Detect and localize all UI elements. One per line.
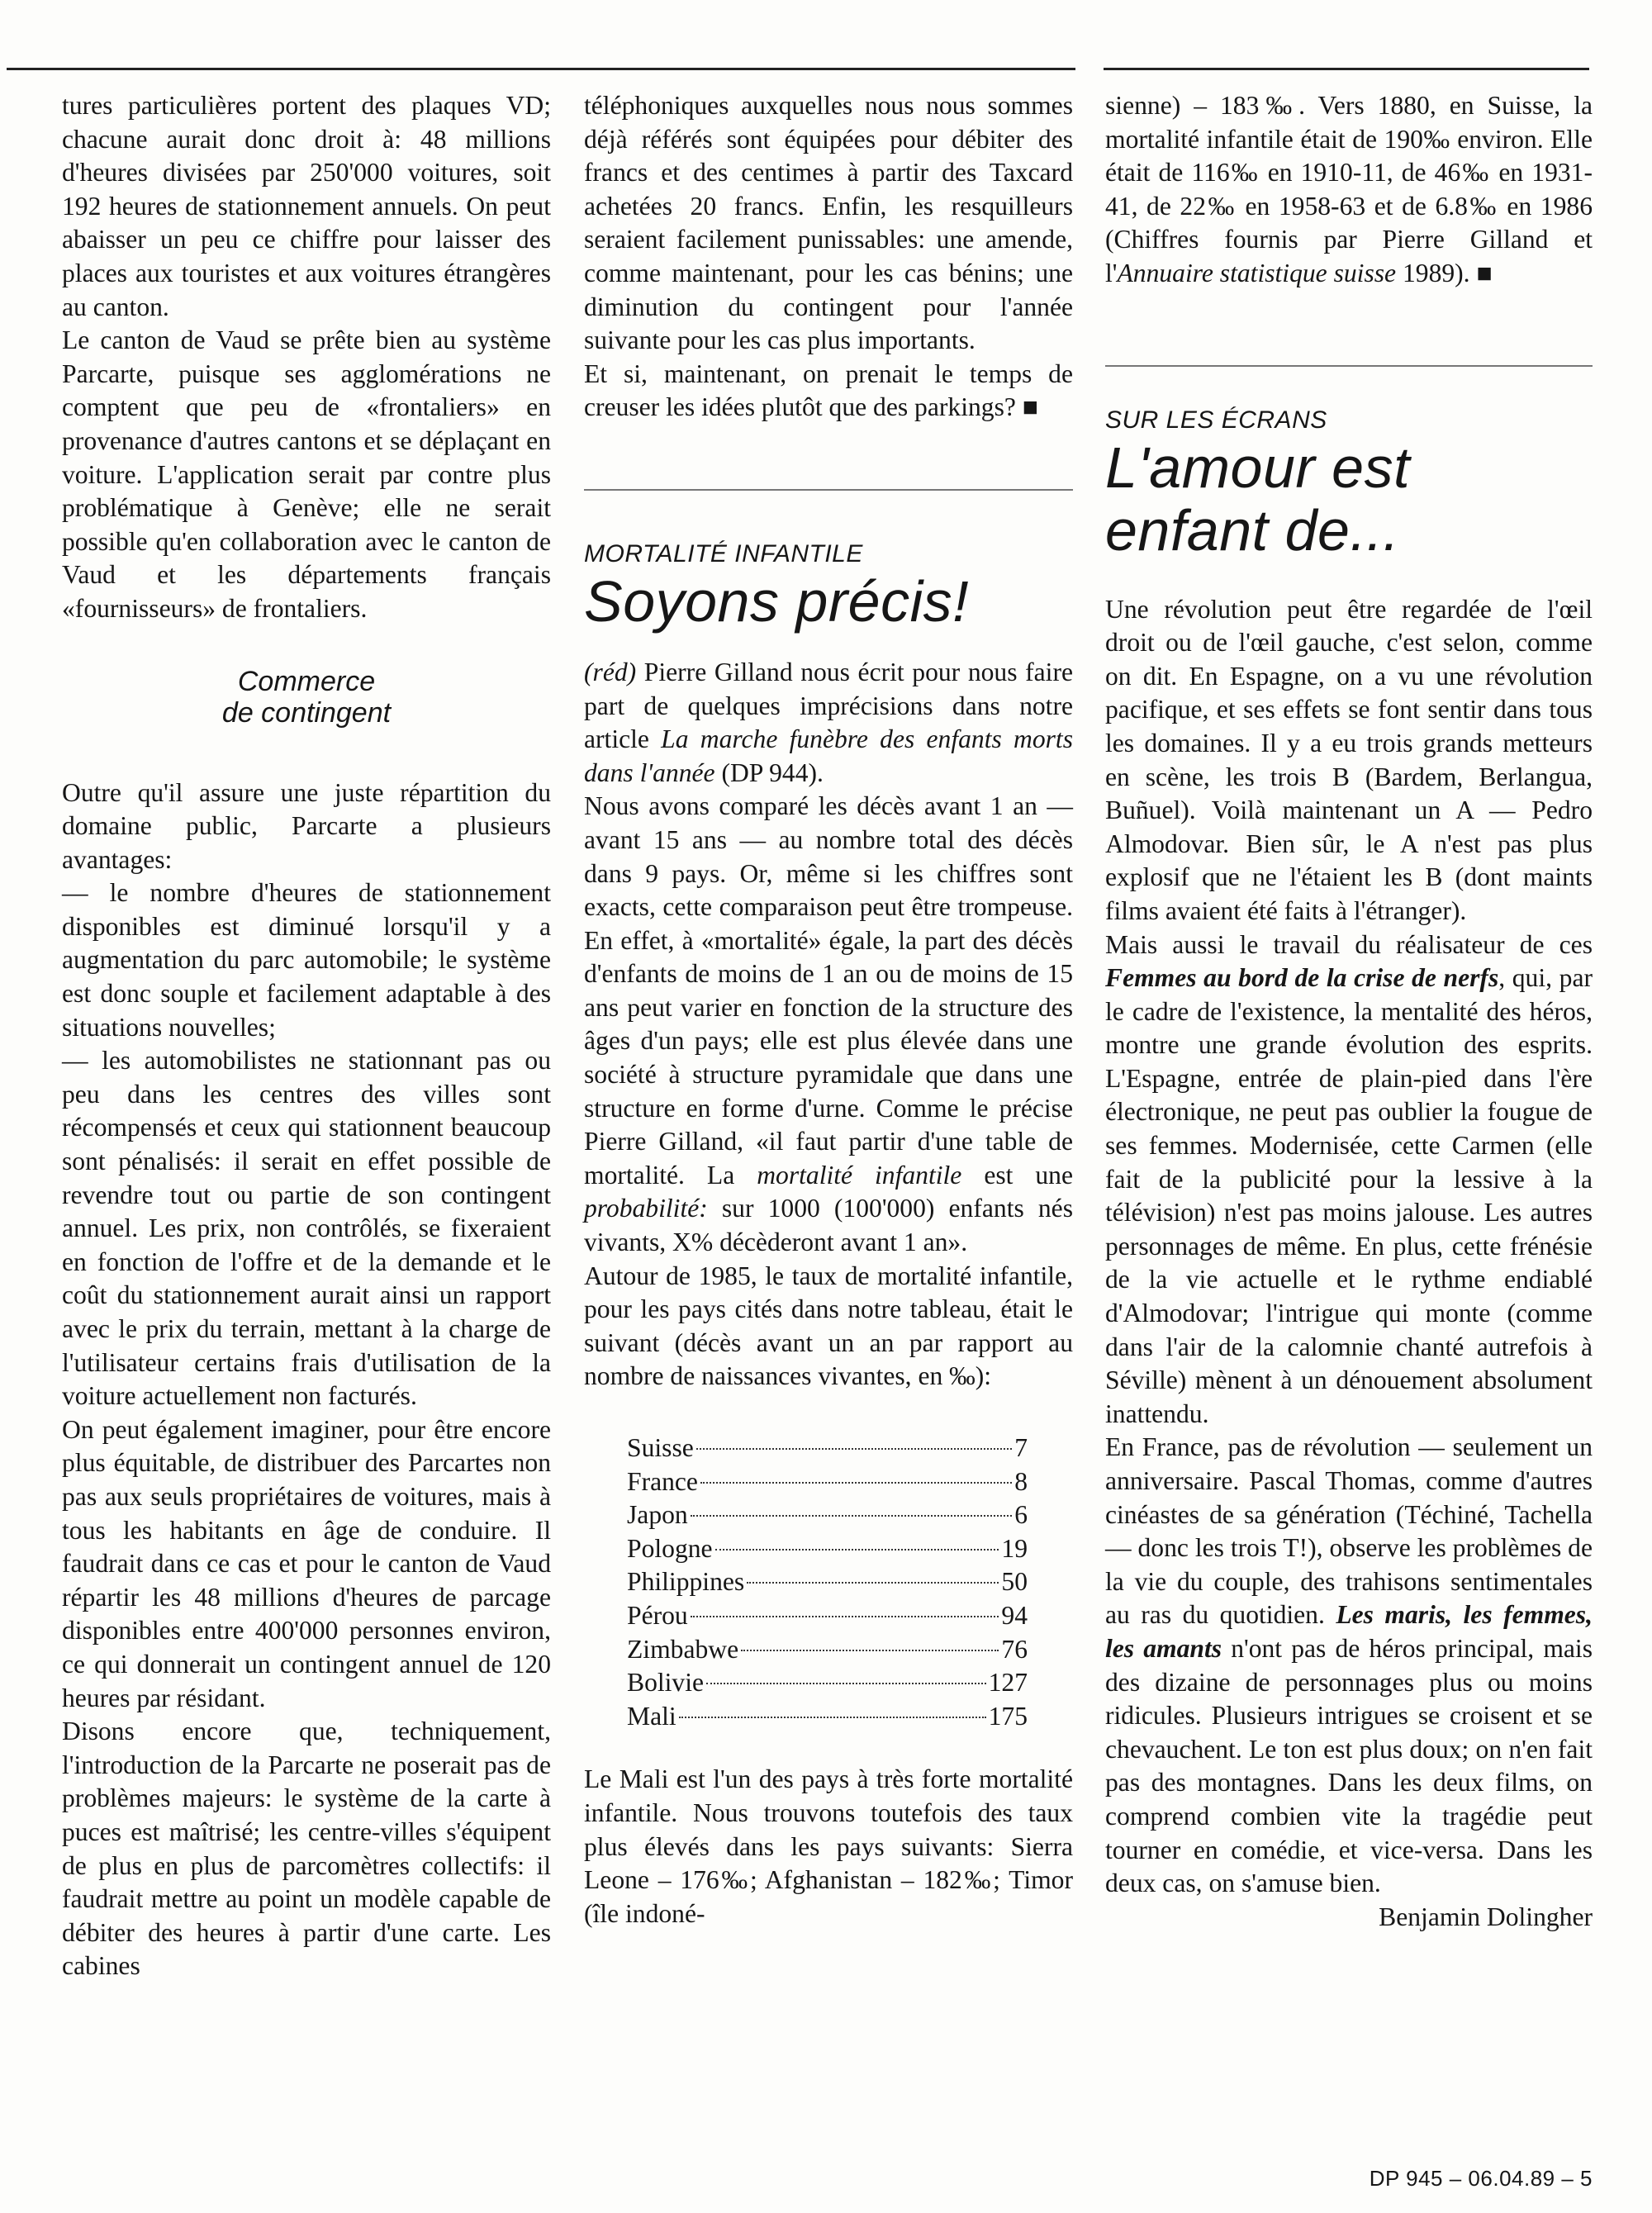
paragraph: téléphoniques auxquelles nous nous sommes déjà référés sont équipées pour débiter des francs et des centimes à partir des Taxcard achetées 20 francs. Enfin, les resquilleurs seraient facilement punissables: une amende, comme maintenant, pour les cas bénins; une diminution du contingent pour l'année suivante pour les cas plus importants. xyxy=(584,91,1073,355)
table-row xyxy=(627,1633,1028,1667)
text-run: est une xyxy=(961,1160,1073,1190)
mortality-value: 76 xyxy=(1001,1634,1028,1664)
text-run: Mais aussi le travail du réalisateur de ces xyxy=(1105,929,1593,959)
paragraph xyxy=(584,656,1073,790)
column-3 xyxy=(1105,89,1593,1934)
leader-dots xyxy=(747,1582,999,1584)
article-headline: Soyons précis! xyxy=(584,568,970,634)
table-row xyxy=(627,1532,1028,1566)
country-name: Japon xyxy=(627,1500,688,1530)
table-row xyxy=(627,1432,1028,1465)
mortality-value: 50 xyxy=(1001,1567,1028,1597)
country-name: France xyxy=(627,1466,698,1496)
top-rule-right xyxy=(1104,68,1589,70)
mortality-value: 6 xyxy=(1014,1500,1028,1530)
mortality-value: 94 xyxy=(1001,1600,1028,1630)
text-run: Pierre Gilland nous écrit pour nous faire part de quelques imprécisions dans notre article xyxy=(584,657,1073,754)
paragraph: Le canton de Vaud se prête bien au système Parcarte, puisque ses agglomérations ne comptent que peu de «frontaliers» en provenance d'autres cantons et se déplaçant en voiture. L'application serait par contre plus problématique à Genève; elle ne serait possible qu'en collaboration avec le canton de Vaud et les départements français «fournisseurs» de frontaliers. xyxy=(62,325,551,623)
country-name: Philippines xyxy=(627,1567,745,1597)
headline-line: L'amour est xyxy=(1105,435,1411,500)
paragraph: Outre qu'il assure une juste répartition du domaine public, Parcarte a plusieurs avantages: xyxy=(62,777,551,874)
table-row xyxy=(627,1465,1028,1499)
leader-dots xyxy=(706,1683,986,1684)
emphasis: mortalité infantile xyxy=(757,1160,962,1190)
paragraph: Et si, maintenant, on prenait le temps de creuser les idées plutôt que des parkings? ■ xyxy=(584,359,1073,422)
leader-dots xyxy=(696,1448,1012,1450)
paragraph: On peut également imaginer, pour être encore plus équitable, de distribuer des Parcartes non pas aux seuls propriétaires de voitures, mais à tous les habitants en âge de conduire. Il faudrait dans ce cas et pour le canton de Vaud répartir les 48 millions d'heures de parcage disponibles entre 400'000 personnes environ, ce qui donnerait un contingent annuel de 120 heures par résidant. xyxy=(62,1414,551,1712)
country-name: Mali xyxy=(627,1701,676,1731)
text-run: sienne) – 183‰. Vers 1880, en Suisse, la mortalité infantile était de 190‰ environ. Elle était de 116‰ en 1910-11, de 46‰ en 1931-41, de 22‰ en 1958-63 et de 6.8‰ en 1986 (Chiffres fournis par Pierre Gilland et l' xyxy=(1105,91,1593,287)
mortality-value: 127 xyxy=(988,1668,1028,1698)
text-run: En France, pas de révolution — seulement un anniversaire. Pascal Thomas, comme d'autres cinéastes de sa génération (Téchiné, Tachella — donc les trois T!), observe les problèmes de la vie du couple, des trahisons sentimentales au ras du quotidien. xyxy=(1105,1432,1593,1630)
editor-note: (réd) xyxy=(584,657,637,686)
paragraph: Disons encore que, techniquement, l'introduction de la Parcarte ne poserait pas de problèmes majeurs: le système de la carte à puces est maîtrisé; les centre-villes s'équipent de plus en plus de parcomètres collectifs: il faudrait mettre au point un modèle capable de débiter des heures à partir d'une carte. Les cabines xyxy=(62,1717,551,1981)
article-rubric: SUR LES ÉCRANS xyxy=(1105,406,1327,434)
paragraph: Le Mali est l'un des pays à très forte mortalité infantile. Nous trouvons toutefois des taux plus élevés dans les pays suivants: Sierra Leone – 176‰; Afghanistan – 182‰; Timor (île indoné- xyxy=(584,1764,1073,1928)
column-2 xyxy=(584,89,1073,1930)
publication-title: Annuaire statistique suisse xyxy=(1117,258,1397,287)
text-run: sur 1000 (100'000) enfants nés vivants, X% décèderont avant 1 an». xyxy=(584,1194,1073,1257)
film-title: Femmes au bord de la crise de nerfs xyxy=(1105,963,1499,993)
leader-dots xyxy=(679,1717,986,1718)
paragraph: Une révolution peut être regardée de l'œil droit ou de l'œil gauche, c'est selon, comme on dit. En Espagne, on a vu une révolution pacifique, et ses effets se font sentir dans tous les domaines. Il y a eu trois grands metteurs en scène, les trois B (Bardem, Berlangua, Buñuel). Voilà maintenant un A — Pedro Almodovar. Bien sûr, le A n'est pas plus explosif que ne l'étaient les B (dont maints films avaient été faits à l'étranger). xyxy=(1105,594,1593,925)
paragraph: — le nombre d'heures de stationnement disponibles est diminué lorsqu'il y a augmentation du parc automobile; le système est donc souple et facilement adaptable à des situations nouvelles; xyxy=(62,878,551,1042)
table-row xyxy=(627,1700,1028,1734)
paragraph: — les automobilistes ne stationnant pas ou peu dans les centres des villes sont récompensés et ceux qui stationnent beaucoup sont pénalisés: il serait en effet possible de revendre tout ou partie de son contingent annuel. Les prix, non contrôlés, se fixeraient en fonction de l'offre et de la demande et le coût du stationnement aurait ainsi un rapport avec le prix du terrain, mettant à la charge de l'utilisateur certains frais d'utilisation de la voiture actuellement non facturés. xyxy=(62,1046,551,1411)
author-signature: Benjamin Dolingher xyxy=(1379,1902,1593,1931)
table-row xyxy=(627,1666,1028,1700)
leader-dots xyxy=(741,1650,999,1651)
section-divider xyxy=(1105,365,1593,367)
paragraph xyxy=(1105,89,1593,291)
page-folio: DP 945 – 06.04.89 – 5 xyxy=(1369,2166,1593,2191)
country-name: Zimbabwe xyxy=(627,1634,739,1664)
section-divider xyxy=(584,489,1073,491)
top-rule-left xyxy=(7,68,1075,70)
text-run: , qui, par le cadre de l'existence, la mentalité des héros, montre une grande évolution des esprits. L'Espagne, entrée de plain-pied dans l'ère électronique, ne peut pas oublier la fougue de ses femmes. Modernisée, cette Carmen (elle fait de la publicité pour la lessive à la télévision) n'est pas moins jalouse. Les autres personnages de même. En plus, cette frénésie de la vie actuelle et le rythme endiablé d'Almodovar; l'intrigue qui monte (comme dans l'air de la calomnie chanté autrefois à Séville) mènent à un dénouement absolument inattendu. xyxy=(1105,963,1593,1428)
mortality-value: 175 xyxy=(988,1701,1028,1731)
leader-dots xyxy=(715,1549,999,1551)
paragraph xyxy=(1105,1431,1593,1900)
mortality-value: 8 xyxy=(1014,1466,1028,1496)
headline-line: enfant de... xyxy=(1105,497,1400,563)
mortality-value: 7 xyxy=(1014,1433,1028,1462)
emphasis: probabilité: xyxy=(584,1194,708,1223)
mortality-value: 19 xyxy=(1001,1533,1028,1563)
paragraph xyxy=(1105,928,1593,1432)
table-row xyxy=(627,1599,1028,1633)
country-name: Bolivie xyxy=(627,1668,705,1698)
subheading xyxy=(62,666,551,729)
paragraph xyxy=(584,790,1073,1259)
country-name: Suisse xyxy=(627,1433,694,1462)
paragraph: Autour de 1985, le taux de mortalité infantile, pour les pays cités dans notre tableau, était le suivant (décès avant un an par rapport au nombre de naissances vivantes, en ‰): xyxy=(584,1261,1073,1391)
table-row xyxy=(627,1565,1028,1599)
country-name: Pologne xyxy=(627,1533,713,1563)
column-1 xyxy=(62,89,551,1983)
film-title: Les maris, les femmes, les amants xyxy=(1105,1600,1593,1663)
table-row xyxy=(627,1498,1028,1532)
article-rubric: MORTALITÉ INFANTILE xyxy=(584,539,863,567)
leader-dots xyxy=(691,1515,1012,1517)
text-run: (DP 944). xyxy=(714,757,824,787)
subheading-line: Commerce xyxy=(237,665,376,697)
text-run: 1989). ■ xyxy=(1396,258,1493,287)
subheading-line: de contingent xyxy=(221,696,392,729)
country-name: Pérou xyxy=(627,1600,688,1630)
leader-dots xyxy=(700,1482,1012,1484)
text-run: n'ont pas de héros principal, mais des dizaine de personnages plus ou moins ridicules. Plusieurs intrigues se croisent et se chevauchent. Le ton est plus doux; on n'en fait pas des montagnes. Dans les deux films, on comprend combien vite la tragédie peut tourner en comédie, et vice-versa. Dans les deux cas, on s'amuse bien. xyxy=(1105,1633,1593,1898)
article-headline xyxy=(1105,436,1593,562)
mortality-table xyxy=(627,1432,1028,1733)
article-reference-title: La marche funèbre des enfants morts dans l'année xyxy=(584,724,1073,787)
paragraph: tures particulières portent des plaques VD; chacune aurait donc droit à: 48 millions d'heures divisées par 250'000 voitures, soit 192 heures de stationnement annuels. On peut abaisser un peu ce chiffre pour laisser des places aux touristes et aux voitures étrangères au canton. xyxy=(62,91,551,321)
leader-dots xyxy=(691,1616,999,1617)
text-run: Nous avons comparé les décès avant 1 an — avant 15 ans — au nombre total des décès dans 9 pays. Or, même si les chiffres sont exacts, cette comparaison peut être trompeuse. En effet, à «mortalité» égale, la part des décès d'enfants de moins de 1 an ou de moins de 15 ans peut varier en fonction de la structure des âges d'un pays; elle est plus élevée dans une société à structure pyramidale que dans une structure en forme d'urne. Comme le précise Pierre Gilland, «il faut partir d'une table de mortalité. La xyxy=(584,791,1073,1190)
